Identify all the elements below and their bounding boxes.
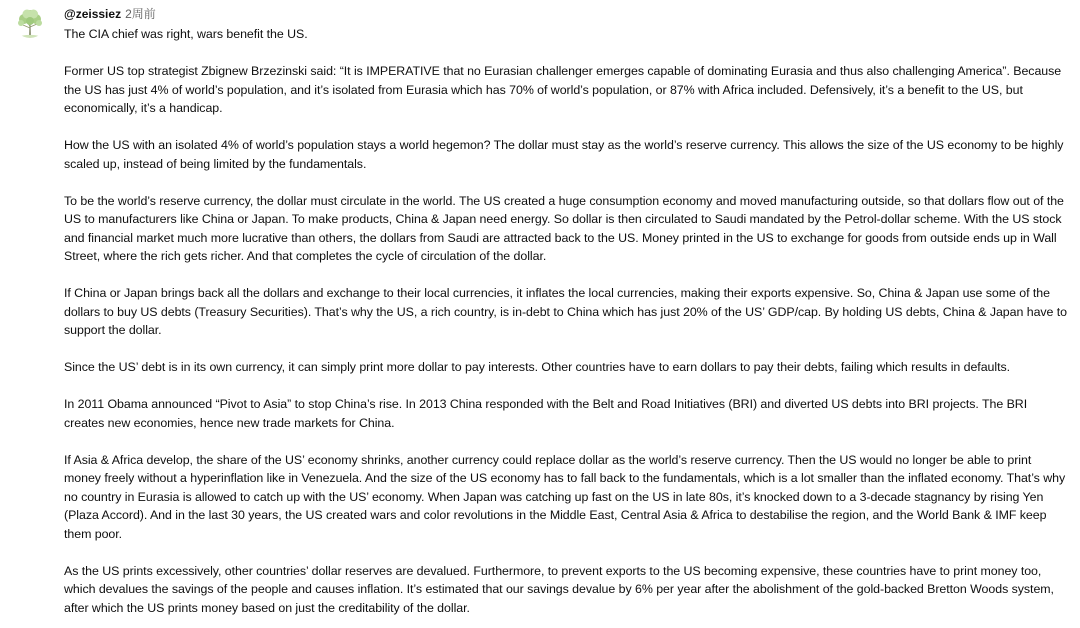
comment-paragraph: The CIA chief was right, wars benefit the US. [64, 27, 308, 41]
comment-paragraph: As the US prints excessively, other countries’ dollar reserves are devalued. Furthermore, to prevent exports to the US becoming expensive, these countries have to print money too, which devalues the savings of the people and causes inflation. It’s estimated that our savings devalue by 6% per year after the abolishment of the gold-backed Bretton Woods system, after which the US prints money based on just the creditability of the dollar. [64, 563, 1054, 615]
comment-timestamp-link[interactable]: 2周前 [125, 7, 156, 21]
comment-text [64, 25, 1068, 617]
comment-paragraph: Since the US’ debt is in its own currency, it can simply print more dollar to pay interests. Other countries have to earn dollars to pay their debts, failing which results in defaults. [64, 360, 1011, 374]
comment-paragraph: To be the world’s reserve currency, the dollar must circulate in the world. The US created a huge consumption economy and moved manufacturing outside, so that dollars flow out of the US to manufacturers like China or Japan. To make products, China & Japan need energy. So dollar is then circulated to Saudi mandated by the Petrol-dollar scheme. With the US stock and financial market much more lucrative than others, the dollars from Saudi are attracted back to the US. Money printed in the US to exchange for goods from outside ends up in Wall Street, where the rich gets richer. And that completes the cycle of circulation of the dollar. [64, 193, 1064, 263]
comment-paragraph: If Asia & Africa develop, the share of the US’ economy shrinks, another currency could replace dollar as the world’s reserve currency. Then the US would no longer be able to print money freely without a hyperinflation like in Venezuela. And the size of the US economy has to fall back to the fundamentals, which is a lot smaller than the inflated economy. That’s why no country in Eurasia is allowed to catch up with the US’ economy. When Japan was catching up fast on the US in late 80s, it’s knocked down to a 3-decade stagnancy by rising Yen (Plaza Accord). And in the last 30 years, the US created wars and color revolutions in the Middle East, Central Asia & Africa to destabilise the region, and the World Bank & IMF keep them poor. [64, 452, 1066, 541]
comment-paragraph: How the US with an isolated 4% of world’s population stays a world hegemon? The dollar must stay as the world’s reserve currency. This allows the size of the US economy to be highly scaled up, instead of being limited by the fundamentals. [64, 138, 1064, 171]
author-name-link[interactable]: @zeissiez [64, 7, 122, 21]
avatar[interactable] [14, 6, 46, 38]
comment-paragraph: In 2011 Obama announced “Pivot to Asia” to stop China’s rise. In 2013 China responded with the Belt and Road Initiatives (BRI) and diverted US debts into BRI projects. The BRI creates new economies, hence new trade markets for China. [64, 397, 1028, 430]
comment-paragraph: If China or Japan brings back all the dollars and exchange to their local currencies, it inflates the local currencies, making their exports expensive. So, China & Japan use some of the dollars to buy US debts (Treasury Securities). That’s why the US, a rich country, is in-debt to China which has just 20% of the US’ GDP/cap. By holding US debts, China & Japan have to support the dollar. [64, 286, 1068, 337]
comment-paragraph: Former US top strategist Zbignew Brzezinski said: “It is IMPERATIVE that no Eurasian challenger emerges capable of dominating Eurasia and thus also challenging America”. Because the US has just 4% of world’s population, and it’s isolated from Eurasia which has 70% of world’s population, or 87% with Africa included. Defensively, it’s a benefit to the US, but economically, it’s a handicap. [64, 64, 1062, 115]
comment-header [64, 6, 1068, 23]
tree-icon [14, 6, 46, 38]
comment-content [64, 6, 1068, 617]
